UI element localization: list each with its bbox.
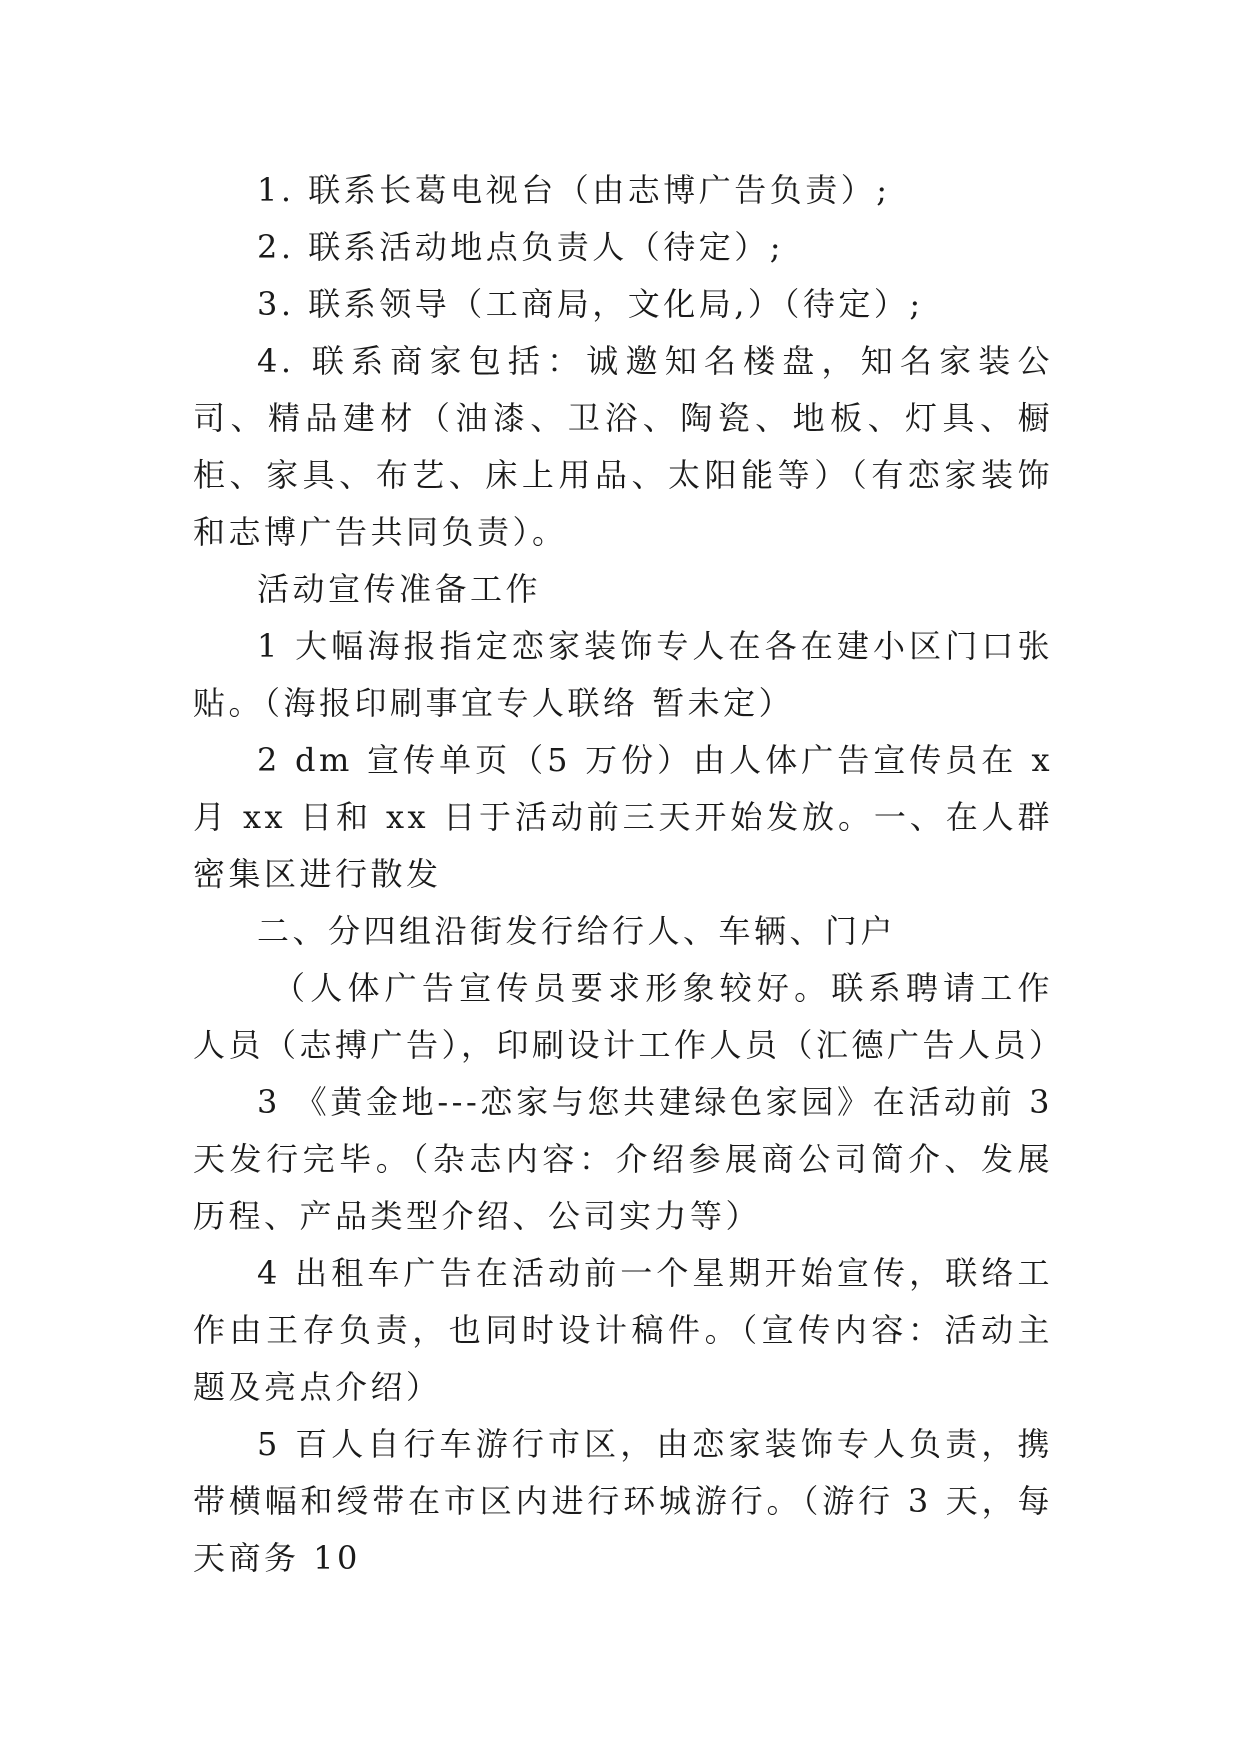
- paragraph-street-groups: 二、分四组沿街发行给行人、车辆、门户: [257, 912, 897, 950]
- paragraph-bicycle-parade: 5 百人自行车游行市区，由恋家装饰专人负责，携带横幅和绶带在市区内进行环城游行。（游行 3 天，每天商务 10: [193, 1425, 1053, 1577]
- paragraph-taxi-ads: 4 出租车广告在活动前一个星期开始宣传，联络工作由王存负责，也同时设计稿件。（宣传内容：活动主题及亮点介绍）: [193, 1254, 1053, 1406]
- paragraph-contact-tv: 1. 联系长葛电视台（由志博广告负责）;: [257, 171, 891, 209]
- paragraph-contact-merchants: 4. 联系商家包括：诚邀知名楼盘，知名家装公司、精品建材（油漆、卫浴、陶瓷、地板、灯具、橱柜、家具、布艺、床上用品、太阳能等）（有恋家装饰和志博广告共同负责）。: [193, 342, 1053, 551]
- paragraph-poster: 1 大幅海报指定恋家装饰专人在各在建小区门口张贴。（海报印刷事宜专人联络 暂未定）: [193, 627, 1053, 722]
- section-heading: 活动宣传准备工作: [257, 570, 542, 608]
- paragraph-contact-venue: 2. 联系活动地点负责人（待定）;: [257, 228, 784, 266]
- paragraph-dm-flyers: 2 dm 宣传单页（5 万份）由人体广告宣传员在 x 月 xx 日和 xx 日于活动前三天开始发放。一、在人群密集区进行散发: [193, 741, 1053, 893]
- document-body: [193, 162, 1065, 1587]
- paragraph-staff-requirements: （人体广告宣传员要求形象较好。联系聘请工作人员（志搏广告），印刷设计工作人员（汇德广告人员）: [193, 969, 1065, 1064]
- paragraph-contact-leaders: 3. 联系领导（工商局，文化局,）（待定）;: [257, 285, 924, 323]
- paragraph-magazine: 3 《黄金地---恋家与您共建绿色家园》在活动前 3 天发行完毕。（杂志内容：介绍参展商公司简介、发展历程、产品类型介绍、公司实力等）: [193, 1083, 1053, 1235]
